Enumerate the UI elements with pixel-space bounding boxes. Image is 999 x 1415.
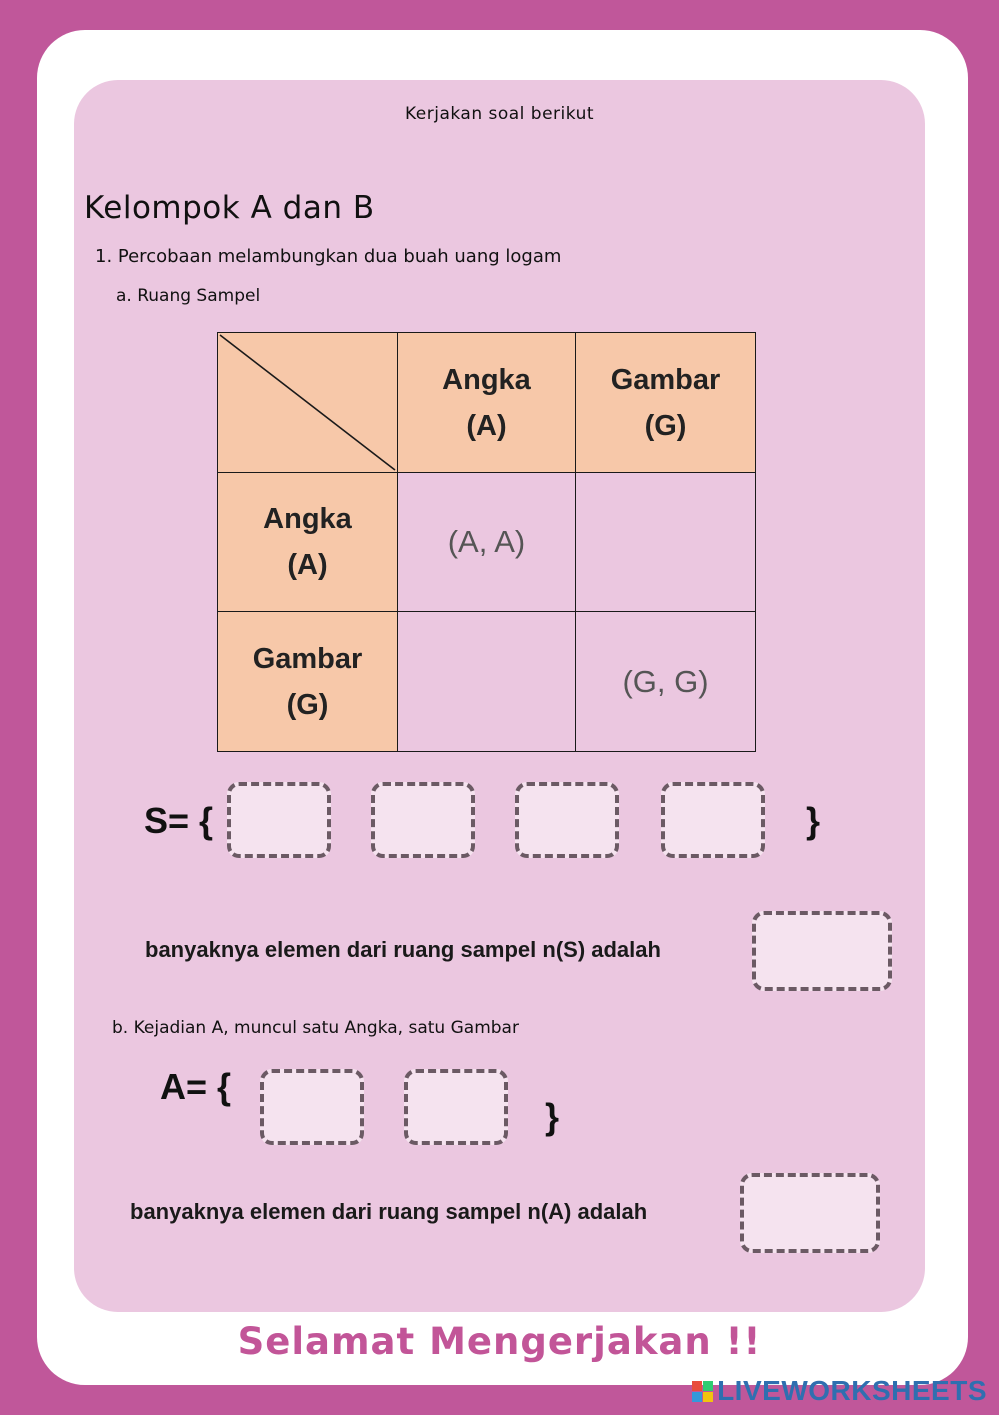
ns-question: banyaknya elemen dari ruang sampel n(S) adalah: [145, 937, 661, 962]
sample-space-answer-4[interactable]: [661, 782, 765, 858]
table-corner-cell: [218, 333, 398, 473]
question-1: 1. Percobaan melambungkan dua buah uang logam: [95, 246, 562, 267]
cell-g-a: [398, 612, 576, 752]
sample-space-open: S= {: [144, 800, 214, 841]
instruction-text: Kerjakan soal berikut: [404, 104, 595, 124]
liveworksheets-logo-icon: [692, 1381, 713, 1402]
sample-space-answer-1[interactable]: [227, 782, 331, 858]
row-header-angka: Angka (A): [218, 473, 398, 612]
liveworksheets-brand: [692, 1376, 987, 1406]
col-header-angka: Angka (A): [398, 333, 576, 473]
diagonal-line-icon: [218, 333, 396, 471]
part-b-label: b. Kejadian A, muncul satu Angka, satu Gambar: [112, 1018, 519, 1038]
logo-tile-red: [692, 1381, 702, 1391]
event-set-open: A= {: [160, 1066, 232, 1107]
cell-g-g: (G, G): [576, 612, 756, 752]
sample-space-close: }: [806, 800, 821, 841]
event-answer-2[interactable]: [404, 1069, 508, 1145]
col-header-gambar: Gambar (G): [576, 333, 756, 473]
logo-tile-green: [703, 1381, 713, 1391]
part-a-label: a. Ruang Sampel: [116, 286, 261, 306]
row-header-gambar: Gambar (G): [218, 612, 398, 752]
event-set-close: }: [545, 1096, 560, 1137]
sample-space-answer-3[interactable]: [515, 782, 619, 858]
sample-space-answer-2[interactable]: [371, 782, 475, 858]
group-title: Kelompok A dan B: [84, 190, 375, 226]
cell-a-a: (A, A): [398, 473, 576, 612]
cell-a-g: [576, 473, 756, 612]
ns-answer-box[interactable]: [752, 911, 892, 991]
logo-tile-blue: [692, 1392, 702, 1402]
na-answer-box[interactable]: [740, 1173, 880, 1253]
sample-space-table: [217, 332, 756, 752]
closing-message: Selamat Mengerjakan !!: [237, 1320, 762, 1363]
brand-name: LIVEWORKSHEETS: [717, 1375, 987, 1406]
event-answer-1[interactable]: [260, 1069, 364, 1145]
na-question: banyaknya elemen dari ruang sampel n(A) adalah: [130, 1199, 648, 1224]
logo-tile-yellow: [703, 1392, 713, 1402]
